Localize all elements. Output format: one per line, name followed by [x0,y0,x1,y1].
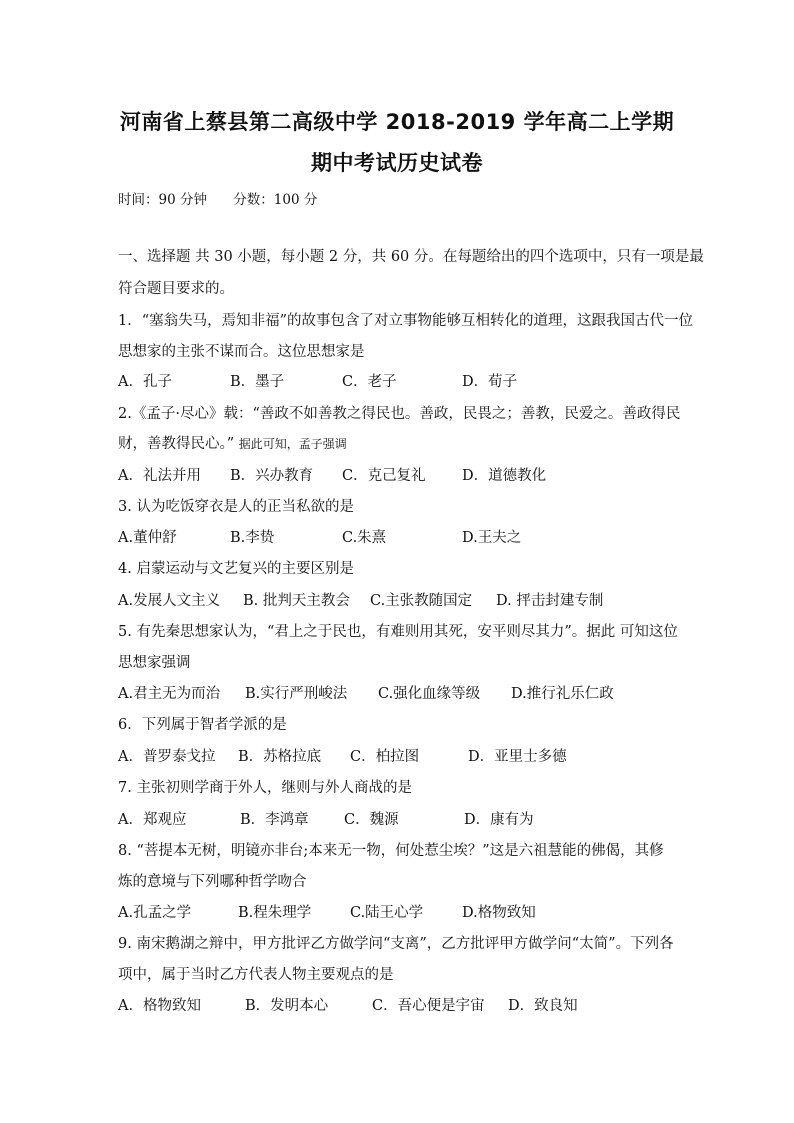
question-8-stem-cont: 炼的意境与下列哪种哲学吻合 [118,874,307,890]
question-4-option-a: A.发展人文主义 [118,593,221,609]
question-4-option-b: B. 批判天主教会 [243,593,350,609]
question-9-option-b: B．发明本心 [245,998,329,1014]
question-3-option-d: D.王夫之 [462,530,522,546]
exam-time: 时间：90 分钟 [118,192,207,208]
question-2-option-d: D．道德教化 [462,468,547,484]
question-6-option-a: A．普罗泰戈拉 [118,749,216,765]
question-5-stem: 5. 有先秦思想家认为，“君上之于民也，有难则用其死，安平则尽其力”。据此 可知这位 [118,624,678,640]
question-3-option-c: C.朱熹 [342,530,387,546]
question-9-stem: 9. 南宋鹅湖之辩中，甲方批评乙方做学问“支离”，乙方批评甲方做学问“太简”。下列各 [118,936,674,952]
question-2-stem: 2.《孟子·尽心》载：“善政不如善教之得民也。善政，民畏之；善教，民爱之。善政得民 [118,406,681,422]
question-8-option-d: D.格物致知 [462,905,536,921]
question-3-option-b: B.李贽 [230,530,275,546]
question-5-stem-cont: 思想家强调 [118,655,191,671]
question-2-stem-cont [118,434,683,454]
question-4-option-c: C.主张教随国定 [370,593,473,609]
question-7-option-a: A．郑观应 [118,812,187,828]
question-2-stem-prompt: 据此可知，孟子强调 [238,437,347,451]
exam-score: 分数：100 分 [233,192,318,208]
question-4-option-d: D. 抨击封建专制 [496,593,604,609]
question-9-option-c: C．吾心便是宇宙 [372,998,485,1014]
question-7-option-c: C．魏源 [344,812,399,828]
question-2-option-b: B．兴办教育 [230,468,314,484]
question-8-stem: 8. “菩提本无树，明镜亦非台;本来无一物，何处惹尘埃？”这是六祖慧能的佛偈，其修 [118,843,664,859]
question-3-option-a: A.董仲舒 [118,530,177,546]
question-6-option-c: C．柏拉图 [350,749,420,765]
question-2-stem-text: 财，善教得民心。” [118,436,235,452]
section-instructions: 一、选择题 共 30 小题，每小题 2 分，共 60 分。在每题给出的四个选项中，只有一项是最 [118,249,704,265]
exam-title-line1: 河南省上蔡县第二高级中学 2018-2019 学年高二上学期 [119,110,675,134]
question-1-stem: 1．“塞翁失马，焉知非福”的故事包含了对立事物能够互相转化的道理，这跟我国古代一位 [118,313,694,329]
question-8-option-b: B.程朱理学 [238,905,312,921]
question-2-option-a: A．礼法并用 [118,468,201,484]
exam-title-line2: 期中考试历史试卷 [311,151,483,175]
question-3-stem: 3. 认为吃饭穿衣是人的正当私欲的是 [118,499,354,515]
exam-meta [118,188,317,208]
question-8-option-c: C.陆王心学 [350,905,424,921]
question-7-option-d: D．康有为 [464,812,534,828]
question-1-stem-cont: 思想家的主张不谋而合。这位思想家是 [118,344,365,360]
question-1-option-b: B．墨子 [230,374,285,390]
question-6-stem: 6．下列属于智者学派的是 [118,717,287,733]
question-5-option-d: D.推行礼乐仁政 [511,686,614,702]
question-9-option-a: A．格物致知 [118,998,201,1014]
section-instructions-cont: 符合题目要求的。 [118,281,234,297]
question-7-stem: 7. 主张初则学商于外人，继则与外人商战的是 [118,780,412,796]
question-7-option-b: B．李鸿章 [240,812,309,828]
question-1-option-a: A．孔子 [118,374,172,390]
question-8-option-a: A.孔孟之学 [118,905,192,921]
question-1-option-c: C．老子 [342,374,397,390]
question-2-option-c: C．克己复礼 [342,468,426,484]
question-1-option-d: D．荀子 [462,374,518,390]
question-9-option-d: D．致良知 [508,998,578,1014]
question-5-option-a: A.君主无为而治 [118,686,221,702]
question-4-stem: 4. 启蒙运动与文艺复兴的主要区别是 [118,561,354,577]
question-6-option-b: B．苏格拉底 [238,749,322,765]
question-5-option-c: C.强化血缘等级 [378,686,481,702]
question-5-option-b: B.实行严刑峻法 [245,686,348,702]
question-9-stem-cont: 项中，属于当时乙方代表人物主要观点的是 [118,967,394,983]
question-6-option-d: D．亚里士多德 [468,749,567,765]
